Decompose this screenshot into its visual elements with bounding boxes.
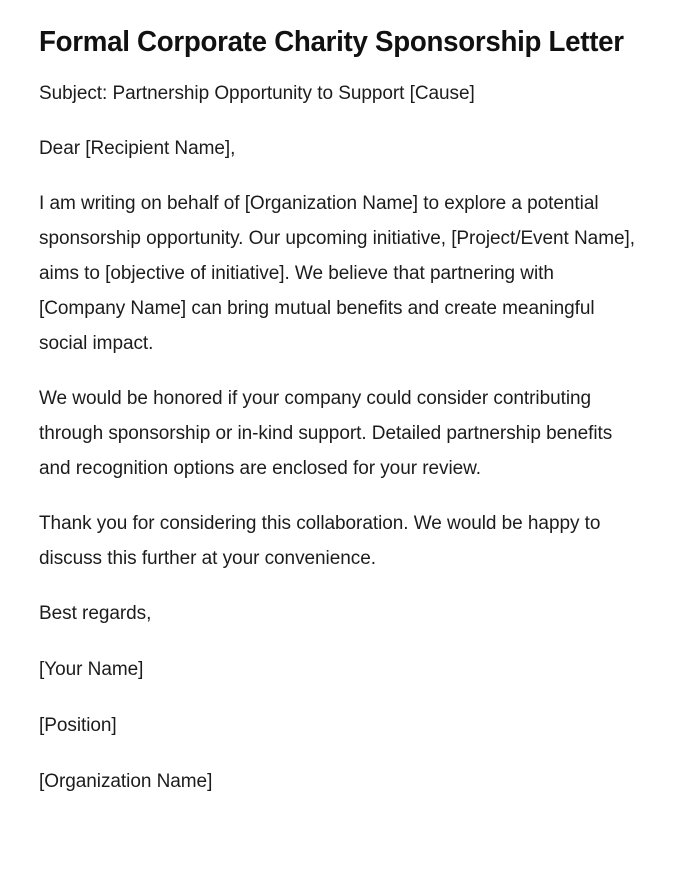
body-paragraph-1: I am writing on behalf of [Organization Name] to explore a potential sponsorship opportunity. Our upcoming initiative, [Project/Event Name], aims to [objective of initiative]. We believe that partnering with [Company Name] can bring mutual benefits and create meaningful social impact. (39, 193, 635, 354)
body-paragraph-2: We would be honored if your company could consider contributing through sponsorship or in-kind support. Detailed partnership benefits and recognition options are enclosed for your review. (39, 388, 613, 479)
page-title: Formal Corporate Charity Sponsorship Letter (39, 26, 624, 58)
salutation-line: Dear [Recipient Name], (39, 138, 236, 159)
closing-line: Best regards, (39, 603, 152, 624)
letter-body (39, 76, 639, 799)
signature-organization: [Organization Name] (39, 771, 213, 792)
signature-position: [Position] (39, 715, 117, 736)
subject-line: Subject: Partnership Opportunity to Support [Cause] (39, 83, 475, 104)
body-paragraph-3: Thank you for considering this collaboration. We would be happy to discuss this further at your convenience. (39, 513, 601, 569)
signature-name: [Your Name] (39, 659, 144, 680)
